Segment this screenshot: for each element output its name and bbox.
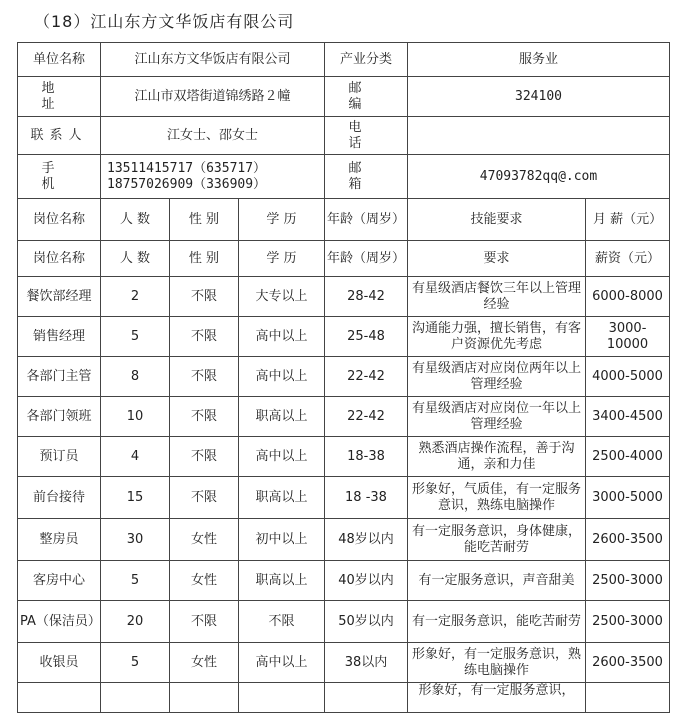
position-cell: 各部门主管 bbox=[18, 357, 101, 397]
gender-cell: 女性 bbox=[170, 519, 239, 561]
table-row bbox=[18, 397, 670, 437]
education-cell: 职高以上 bbox=[239, 397, 325, 437]
position-cell bbox=[18, 683, 101, 713]
salary-cell: 2600-3500 bbox=[586, 519, 670, 561]
requirement-cell: 熟悉酒店操作流程，善于沟通，亲和力佳 bbox=[408, 437, 586, 477]
count-cell: 5 bbox=[101, 561, 170, 601]
company-name: 江山东方文华饭店有限公司 bbox=[101, 43, 325, 77]
position-cell: 整房员 bbox=[18, 519, 101, 561]
requirement-cell: 形象好，有一定服务意识， bbox=[408, 683, 586, 713]
mobile-number-1: 13511415717（635717） bbox=[107, 160, 267, 176]
count-cell: 15 bbox=[101, 477, 170, 519]
age-cell: 18 -38 bbox=[325, 477, 408, 519]
count-cell: 5 bbox=[101, 317, 170, 357]
position-cell: 客房中心 bbox=[18, 561, 101, 601]
age-cell: 22-42 bbox=[325, 357, 408, 397]
table-row bbox=[18, 519, 670, 561]
phone-label: 电 话 bbox=[325, 117, 408, 155]
table-row bbox=[18, 277, 670, 317]
mobile-row bbox=[18, 155, 670, 199]
col-header: 人 数 bbox=[101, 199, 170, 241]
count-cell: 30 bbox=[101, 519, 170, 561]
age-cell: 40岁以内 bbox=[325, 561, 408, 601]
col-header: 月 薪（元） bbox=[586, 199, 670, 241]
age-cell: 38以内 bbox=[325, 643, 408, 683]
position-cell: 销售经理 bbox=[18, 317, 101, 357]
requirement-cell: 形象好，有一定服务意识，熟练电脑操作 bbox=[408, 643, 586, 683]
postcode-value: 324100 bbox=[408, 77, 670, 117]
count-cell: 5 bbox=[101, 643, 170, 683]
position-cell: 预订员 bbox=[18, 437, 101, 477]
table-row bbox=[18, 357, 670, 397]
company-name-label: 单位名称 bbox=[18, 43, 101, 77]
email-label: 邮 箱 bbox=[325, 155, 408, 199]
count-cell: 10 bbox=[101, 397, 170, 437]
col-header: 学 历 bbox=[239, 199, 325, 241]
age-cell: 18-38 bbox=[325, 437, 408, 477]
education-cell: 职高以上 bbox=[239, 477, 325, 519]
gender-cell: 不限 bbox=[170, 317, 239, 357]
position-cell: 餐饮部经理 bbox=[18, 277, 101, 317]
table-row bbox=[18, 683, 670, 713]
postcode-label: 邮 编 bbox=[325, 77, 408, 117]
mobile-number-2: 18757026909（336909） bbox=[107, 176, 267, 192]
age-cell: 50岁以内 bbox=[325, 601, 408, 643]
salary-cell: 3000-10000 bbox=[586, 317, 670, 357]
education-cell: 高中以上 bbox=[239, 357, 325, 397]
col-header: 性 别 bbox=[170, 241, 239, 277]
education-cell bbox=[239, 683, 325, 713]
contact-value: 江女士、邵女士 bbox=[101, 117, 325, 155]
header-row-2 bbox=[18, 241, 670, 277]
company-name-row bbox=[18, 43, 670, 77]
col-header: 学 历 bbox=[239, 241, 325, 277]
education-cell: 初中以上 bbox=[239, 519, 325, 561]
requirement-cell: 沟通能力强，擅长销售，有客户资源优先考虑 bbox=[408, 317, 586, 357]
contact-row bbox=[18, 117, 670, 155]
gender-cell: 不限 bbox=[170, 357, 239, 397]
education-cell: 高中以上 bbox=[239, 317, 325, 357]
education-cell: 高中以上 bbox=[239, 643, 325, 683]
contact-label: 联系人 bbox=[18, 117, 101, 155]
age-cell bbox=[325, 683, 408, 713]
col-header: 薪资（元） bbox=[586, 241, 670, 277]
requirement-cell: 有星级酒店对应岗位两年以上管理经验 bbox=[408, 357, 586, 397]
table-row bbox=[18, 477, 670, 519]
count-cell bbox=[101, 683, 170, 713]
gender-cell: 女性 bbox=[170, 561, 239, 601]
education-cell: 不限 bbox=[239, 601, 325, 643]
salary-cell: 6000-8000 bbox=[586, 277, 670, 317]
salary-cell: 2500-3000 bbox=[586, 601, 670, 643]
col-header: 技能要求 bbox=[408, 199, 586, 241]
email-value: 47093782qq@.com bbox=[408, 155, 670, 199]
age-cell: 48岁以内 bbox=[325, 519, 408, 561]
education-cell: 高中以上 bbox=[239, 437, 325, 477]
position-cell: 前台接待 bbox=[18, 477, 101, 519]
gender-cell bbox=[170, 683, 239, 713]
table-row bbox=[18, 561, 670, 601]
table-row bbox=[18, 437, 670, 477]
salary-cell: 2600-3500 bbox=[586, 643, 670, 683]
salary-cell bbox=[586, 683, 670, 713]
col-header: 年龄（周岁） bbox=[325, 199, 408, 241]
requirement-cell: 有星级酒店对应岗位一年以上管理经验 bbox=[408, 397, 586, 437]
requirement-cell: 有一定服务意识，能吃苦耐劳 bbox=[408, 601, 586, 643]
col-header: 性 别 bbox=[170, 199, 239, 241]
age-cell: 25-48 bbox=[325, 317, 408, 357]
salary-cell: 2500-4000 bbox=[586, 437, 670, 477]
industry-value: 服务业 bbox=[408, 43, 670, 77]
address-row bbox=[18, 77, 670, 117]
address-label: 地 址 bbox=[18, 77, 101, 117]
mobile-label: 手 机 bbox=[18, 155, 101, 199]
age-cell: 22-42 bbox=[325, 397, 408, 437]
salary-cell: 4000-5000 bbox=[586, 357, 670, 397]
gender-cell: 不限 bbox=[170, 477, 239, 519]
table-row bbox=[18, 601, 670, 643]
gender-cell: 不限 bbox=[170, 397, 239, 437]
requirement-cell: 有星级酒店餐饮三年以上管理经验 bbox=[408, 277, 586, 317]
position-cell: 收银员 bbox=[18, 643, 101, 683]
count-cell: 2 bbox=[101, 277, 170, 317]
table-row bbox=[18, 643, 670, 683]
requirement-cell: 有一定服务意识，声音甜美 bbox=[408, 561, 586, 601]
count-cell: 8 bbox=[101, 357, 170, 397]
age-cell: 28-42 bbox=[325, 277, 408, 317]
address-value: 江山市双塔街道锦绣路２幢 bbox=[101, 77, 325, 117]
gender-cell: 不限 bbox=[170, 437, 239, 477]
phone-value bbox=[408, 117, 670, 155]
col-header: 人 数 bbox=[101, 241, 170, 277]
education-cell: 职高以上 bbox=[239, 561, 325, 601]
salary-cell: 3400-4500 bbox=[586, 397, 670, 437]
job-table bbox=[17, 42, 670, 713]
education-cell: 大专以上 bbox=[239, 277, 325, 317]
requirement-cell: 形象好，气质佳，有一定服务意识，熟练电脑操作 bbox=[408, 477, 586, 519]
col-header: 岗位名称 bbox=[18, 199, 101, 241]
requirement-cell: 有一定服务意识，身体健康，能吃苦耐劳 bbox=[408, 519, 586, 561]
position-cell: PA（保洁员） bbox=[18, 601, 101, 643]
salary-cell: 3000-5000 bbox=[586, 477, 670, 519]
gender-cell: 不限 bbox=[170, 277, 239, 317]
count-cell: 20 bbox=[101, 601, 170, 643]
industry-label: 产业分类 bbox=[325, 43, 408, 77]
count-cell: 4 bbox=[101, 437, 170, 477]
col-header: 要求 bbox=[408, 241, 586, 277]
mobile-value bbox=[101, 155, 325, 199]
col-header: 年龄（周岁） bbox=[325, 241, 408, 277]
col-header: 岗位名称 bbox=[18, 241, 101, 277]
position-cell: 各部门领班 bbox=[18, 397, 101, 437]
page-title: （18）江山东方文华饭店有限公司 bbox=[34, 12, 295, 31]
gender-cell: 不限 bbox=[170, 601, 239, 643]
gender-cell: 女性 bbox=[170, 643, 239, 683]
header-row-1 bbox=[18, 199, 670, 241]
salary-cell: 2500-3000 bbox=[586, 561, 670, 601]
table-row bbox=[18, 317, 670, 357]
